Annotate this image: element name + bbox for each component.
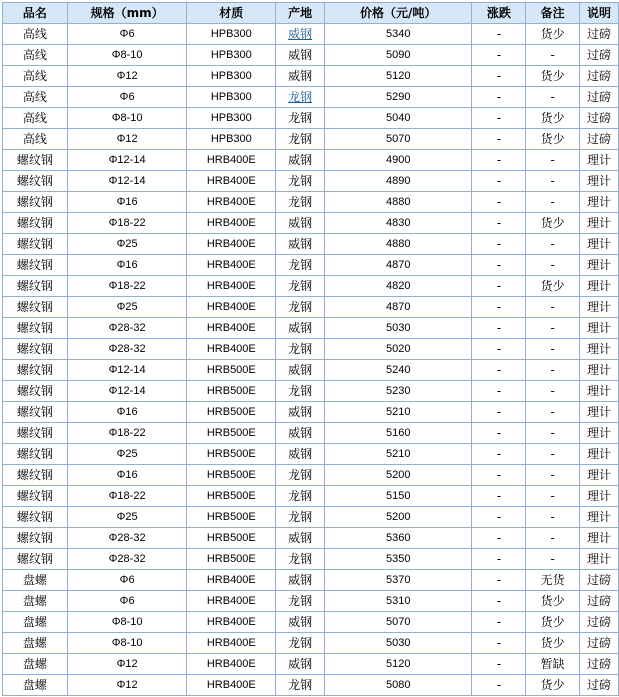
table-row xyxy=(3,66,618,86)
header-remark: 备注 xyxy=(526,3,579,23)
note-cell: 过磅 xyxy=(580,45,618,65)
price-cell: 4890 xyxy=(325,171,471,191)
header-origin: 产地 xyxy=(276,3,324,23)
change-cell: - xyxy=(472,444,525,464)
product-name-cell: 高线 xyxy=(3,45,67,65)
table-row xyxy=(3,549,618,569)
material-cell: HRB500E xyxy=(187,423,275,443)
product-name-cell: 螺纹钢 xyxy=(3,171,67,191)
product-name-cell: 螺纹钢 xyxy=(3,486,67,506)
remark-cell: 货少 xyxy=(526,276,579,296)
product-name-cell: 盘螺 xyxy=(3,570,67,590)
remark-cell: - xyxy=(526,444,579,464)
remark-cell: - xyxy=(526,87,579,107)
note-cell: 理计 xyxy=(580,276,618,296)
remark-cell: 货少 xyxy=(526,129,579,149)
origin-cell: 龙钢 xyxy=(276,465,324,485)
origin-cell: 威钢 xyxy=(276,612,324,632)
price-cell: 5210 xyxy=(325,402,471,422)
product-name-cell: 螺纹钢 xyxy=(3,528,67,548)
origin-cell: 龙钢 xyxy=(276,171,324,191)
product-name-cell: 螺纹钢 xyxy=(3,192,67,212)
note-cell: 过磅 xyxy=(580,633,618,653)
price-cell: 4900 xyxy=(325,150,471,170)
origin-cell: 威钢 xyxy=(276,444,324,464)
remark-cell: 货少 xyxy=(526,213,579,233)
note-cell: 过磅 xyxy=(580,87,618,107)
product-name-cell: 螺纹钢 xyxy=(3,297,67,317)
note-cell: 理计 xyxy=(580,402,618,422)
origin-cell: 威钢 xyxy=(276,318,324,338)
origin-cell: 龙钢 xyxy=(276,507,324,527)
spec-cell: Φ6 xyxy=(68,591,187,611)
note-cell: 过磅 xyxy=(580,675,618,695)
product-name-cell: 螺纹钢 xyxy=(3,549,67,569)
table-row xyxy=(3,486,618,506)
remark-cell: - xyxy=(526,297,579,317)
note-cell: 过磅 xyxy=(580,570,618,590)
spec-cell: Φ12 xyxy=(68,675,187,695)
product-name-cell: 高线 xyxy=(3,66,67,86)
change-cell: - xyxy=(472,192,525,212)
spec-cell: Φ18-22 xyxy=(68,276,187,296)
remark-cell: 货少 xyxy=(526,633,579,653)
change-cell: - xyxy=(472,612,525,632)
change-cell: - xyxy=(472,108,525,128)
origin-cell: 龙钢 xyxy=(276,108,324,128)
material-cell: HRB400E xyxy=(187,150,275,170)
spec-cell: Φ8-10 xyxy=(68,633,187,653)
change-cell: - xyxy=(472,87,525,107)
spec-cell: Φ6 xyxy=(68,87,187,107)
header-product-name: 品名 xyxy=(3,3,67,23)
price-cell: 5200 xyxy=(325,465,471,485)
origin-cell: 威钢 xyxy=(276,150,324,170)
material-cell: HRB400E xyxy=(187,234,275,254)
change-cell: - xyxy=(472,381,525,401)
origin-cell: 威钢 xyxy=(276,654,324,674)
table-row xyxy=(3,213,618,233)
origin-cell: 威钢 xyxy=(276,66,324,86)
remark-cell: - xyxy=(526,150,579,170)
change-cell: - xyxy=(472,45,525,65)
table-row xyxy=(3,234,618,254)
material-cell: HRB400E xyxy=(187,255,275,275)
material-cell: HPB300 xyxy=(187,66,275,86)
header-spec: 规格（mm） xyxy=(68,3,187,23)
table-row xyxy=(3,192,618,212)
price-cell: 4870 xyxy=(325,255,471,275)
note-cell: 理计 xyxy=(580,297,618,317)
origin-cell: 龙钢 xyxy=(276,633,324,653)
material-cell: HPB300 xyxy=(187,24,275,44)
change-cell: - xyxy=(472,339,525,359)
note-cell: 理计 xyxy=(580,549,618,569)
price-cell: 5070 xyxy=(325,129,471,149)
price-cell: 5230 xyxy=(325,381,471,401)
change-cell: - xyxy=(472,423,525,443)
spec-cell: Φ8-10 xyxy=(68,45,187,65)
product-name-cell: 螺纹钢 xyxy=(3,339,67,359)
product-name-cell: 高线 xyxy=(3,108,67,128)
table-row xyxy=(3,654,618,674)
price-cell: 5200 xyxy=(325,507,471,527)
note-cell: 理计 xyxy=(580,171,618,191)
header-price: 价格（元/吨） xyxy=(325,3,471,23)
change-cell: - xyxy=(472,24,525,44)
remark-cell: - xyxy=(526,507,579,527)
price-cell: 5080 xyxy=(325,675,471,695)
spec-cell: Φ28-32 xyxy=(68,549,187,569)
steel-price-table xyxy=(2,2,619,696)
material-cell: HRB400E xyxy=(187,591,275,611)
spec-cell: Φ12 xyxy=(68,129,187,149)
spec-cell: Φ28-32 xyxy=(68,339,187,359)
product-name-cell: 螺纹钢 xyxy=(3,465,67,485)
product-name-cell: 螺纹钢 xyxy=(3,255,67,275)
material-cell: HRB500E xyxy=(187,528,275,548)
origin-cell: 威钢 xyxy=(276,528,324,548)
remark-cell: - xyxy=(526,192,579,212)
change-cell: - xyxy=(472,66,525,86)
spec-cell: Φ12 xyxy=(68,654,187,674)
material-cell: HRB400E xyxy=(187,675,275,695)
table-row xyxy=(3,570,618,590)
table-row xyxy=(3,612,618,632)
spec-cell: Φ28-32 xyxy=(68,528,187,548)
header-note: 说明 xyxy=(580,3,618,23)
spec-cell: Φ12-14 xyxy=(68,360,187,380)
change-cell: - xyxy=(472,213,525,233)
origin-cell: 威钢 xyxy=(276,360,324,380)
material-cell: HRB400E xyxy=(187,633,275,653)
origin-cell: 龙钢 xyxy=(276,591,324,611)
material-cell: HRB400E xyxy=(187,318,275,338)
price-cell: 5040 xyxy=(325,108,471,128)
price-cell: 4830 xyxy=(325,213,471,233)
material-cell: HRB400E xyxy=(187,213,275,233)
origin-cell: 龙钢 xyxy=(276,276,324,296)
note-cell: 理计 xyxy=(580,213,618,233)
price-cell: 5360 xyxy=(325,528,471,548)
table-row xyxy=(3,633,618,653)
spec-cell: Φ6 xyxy=(68,24,187,44)
material-cell: HRB400E xyxy=(187,297,275,317)
change-cell: - xyxy=(472,465,525,485)
origin-cell: 龙钢 xyxy=(276,486,324,506)
table-row xyxy=(3,171,618,191)
note-cell: 理计 xyxy=(580,465,618,485)
table-row xyxy=(3,507,618,527)
remark-cell: - xyxy=(526,381,579,401)
material-cell: HPB300 xyxy=(187,129,275,149)
remark-cell: 货少 xyxy=(526,66,579,86)
price-cell: 4880 xyxy=(325,192,471,212)
note-cell: 理计 xyxy=(580,486,618,506)
origin-cell: 龙钢 xyxy=(276,381,324,401)
remark-cell: 货少 xyxy=(526,591,579,611)
price-cell: 5030 xyxy=(325,633,471,653)
material-cell: HRB500E xyxy=(187,549,275,569)
product-name-cell: 螺纹钢 xyxy=(3,381,67,401)
note-cell: 理计 xyxy=(580,444,618,464)
table-row xyxy=(3,297,618,317)
product-name-cell: 螺纹钢 xyxy=(3,360,67,380)
product-name-cell: 盘螺 xyxy=(3,654,67,674)
price-cell: 5310 xyxy=(325,591,471,611)
product-name-cell: 盘螺 xyxy=(3,675,67,695)
note-cell: 理计 xyxy=(580,423,618,443)
price-cell: 5020 xyxy=(325,339,471,359)
remark-cell: - xyxy=(526,318,579,338)
table-row xyxy=(3,108,618,128)
remark-cell: 货少 xyxy=(526,675,579,695)
remark-cell: 货少 xyxy=(526,108,579,128)
note-cell: 过磅 xyxy=(580,24,618,44)
table-row xyxy=(3,465,618,485)
change-cell: - xyxy=(472,129,525,149)
price-cell: 5090 xyxy=(325,45,471,65)
material-cell: HRB400E xyxy=(187,171,275,191)
table-row xyxy=(3,24,618,44)
remark-cell: 货少 xyxy=(526,612,579,632)
table-row xyxy=(3,402,618,422)
table-row xyxy=(3,255,618,275)
material-cell: HRB500E xyxy=(187,486,275,506)
price-cell: 4870 xyxy=(325,297,471,317)
product-name-cell: 螺纹钢 xyxy=(3,213,67,233)
spec-cell: Φ6 xyxy=(68,570,187,590)
change-cell: - xyxy=(472,633,525,653)
table-row xyxy=(3,444,618,464)
remark-cell: 无货 xyxy=(526,570,579,590)
product-name-cell: 盘螺 xyxy=(3,633,67,653)
change-cell: - xyxy=(472,234,525,254)
change-cell: - xyxy=(472,150,525,170)
table-row xyxy=(3,318,618,338)
spec-cell: Φ16 xyxy=(68,402,187,422)
spec-cell: Φ25 xyxy=(68,444,187,464)
table-row xyxy=(3,129,618,149)
spec-cell: Φ16 xyxy=(68,465,187,485)
product-name-cell: 盘螺 xyxy=(3,612,67,632)
change-cell: - xyxy=(472,675,525,695)
spec-cell: Φ18-22 xyxy=(68,213,187,233)
product-name-cell: 螺纹钢 xyxy=(3,402,67,422)
table-row xyxy=(3,360,618,380)
origin-cell: 龙钢 xyxy=(276,255,324,275)
product-name-cell: 高线 xyxy=(3,129,67,149)
remark-cell: - xyxy=(526,549,579,569)
change-cell: - xyxy=(472,297,525,317)
remark-cell: - xyxy=(526,528,579,548)
product-name-cell: 螺纹钢 xyxy=(3,507,67,527)
spec-cell: Φ18-22 xyxy=(68,486,187,506)
price-cell: 5290 xyxy=(325,87,471,107)
note-cell: 理计 xyxy=(580,381,618,401)
product-name-cell: 盘螺 xyxy=(3,591,67,611)
spec-cell: Φ16 xyxy=(68,255,187,275)
header-material: 材质 xyxy=(187,3,275,23)
product-name-cell: 螺纹钢 xyxy=(3,276,67,296)
remark-cell: - xyxy=(526,486,579,506)
note-cell: 过磅 xyxy=(580,108,618,128)
table-row xyxy=(3,339,618,359)
table-row xyxy=(3,528,618,548)
change-cell: - xyxy=(472,570,525,590)
material-cell: HRB400E xyxy=(187,570,275,590)
origin-cell: 龙钢 xyxy=(276,192,324,212)
spec-cell: Φ28-32 xyxy=(68,318,187,338)
material-cell: HRB500E xyxy=(187,402,275,422)
table-row xyxy=(3,423,618,443)
remark-cell: 货少 xyxy=(526,24,579,44)
note-cell: 理计 xyxy=(580,255,618,275)
remark-cell: - xyxy=(526,360,579,380)
material-cell: HPB300 xyxy=(187,45,275,65)
change-cell: - xyxy=(472,528,525,548)
table-row xyxy=(3,591,618,611)
note-cell: 过磅 xyxy=(580,591,618,611)
spec-cell: Φ12-14 xyxy=(68,381,187,401)
material-cell: HRB400E xyxy=(187,612,275,632)
spec-cell: Φ25 xyxy=(68,234,187,254)
spec-cell: Φ12 xyxy=(68,66,187,86)
origin-link[interactable]: 龙钢 xyxy=(276,87,324,107)
origin-cell: 龙钢 xyxy=(276,129,324,149)
header-row xyxy=(3,3,618,23)
spec-cell: Φ8-10 xyxy=(68,108,187,128)
spec-cell: Φ12-14 xyxy=(68,150,187,170)
origin-cell: 威钢 xyxy=(276,234,324,254)
product-name-cell: 螺纹钢 xyxy=(3,318,67,338)
note-cell: 过磅 xyxy=(580,66,618,86)
origin-cell: 威钢 xyxy=(276,423,324,443)
material-cell: HRB500E xyxy=(187,507,275,527)
price-cell: 5350 xyxy=(325,549,471,569)
price-cell: 4880 xyxy=(325,234,471,254)
price-cell: 5070 xyxy=(325,612,471,632)
product-name-cell: 螺纹钢 xyxy=(3,234,67,254)
note-cell: 过磅 xyxy=(580,612,618,632)
product-name-cell: 螺纹钢 xyxy=(3,150,67,170)
price-cell: 5160 xyxy=(325,423,471,443)
remark-cell: - xyxy=(526,45,579,65)
note-cell: 理计 xyxy=(580,360,618,380)
material-cell: HRB500E xyxy=(187,360,275,380)
material-cell: HRB400E xyxy=(187,654,275,674)
material-cell: HRB400E xyxy=(187,339,275,359)
origin-cell: 龙钢 xyxy=(276,549,324,569)
origin-cell: 威钢 xyxy=(276,45,324,65)
remark-cell: - xyxy=(526,171,579,191)
change-cell: - xyxy=(472,549,525,569)
header-change: 涨跌 xyxy=(472,3,525,23)
product-name-cell: 螺纹钢 xyxy=(3,423,67,443)
table-row xyxy=(3,45,618,65)
product-name-cell: 高线 xyxy=(3,24,67,44)
remark-cell: - xyxy=(526,255,579,275)
remark-cell: - xyxy=(526,339,579,359)
table-body xyxy=(3,24,618,695)
product-name-cell: 螺纹钢 xyxy=(3,444,67,464)
table-row xyxy=(3,87,618,107)
change-cell: - xyxy=(472,255,525,275)
table-row xyxy=(3,150,618,170)
change-cell: - xyxy=(472,654,525,674)
change-cell: - xyxy=(472,402,525,422)
origin-cell: 龙钢 xyxy=(276,297,324,317)
price-cell: 5370 xyxy=(325,570,471,590)
change-cell: - xyxy=(472,507,525,527)
note-cell: 过磅 xyxy=(580,129,618,149)
note-cell: 理计 xyxy=(580,339,618,359)
material-cell: HPB300 xyxy=(187,87,275,107)
note-cell: 理计 xyxy=(580,150,618,170)
remark-cell: - xyxy=(526,402,579,422)
spec-cell: Φ16 xyxy=(68,192,187,212)
change-cell: - xyxy=(472,276,525,296)
change-cell: - xyxy=(472,486,525,506)
material-cell: HRB500E xyxy=(187,465,275,485)
remark-cell: - xyxy=(526,234,579,254)
table-row xyxy=(3,675,618,695)
change-cell: - xyxy=(472,360,525,380)
product-name-cell: 高线 xyxy=(3,87,67,107)
origin-cell: 龙钢 xyxy=(276,675,324,695)
note-cell: 过磅 xyxy=(580,654,618,674)
material-cell: HRB400E xyxy=(187,276,275,296)
note-cell: 理计 xyxy=(580,318,618,338)
spec-cell: Φ8-10 xyxy=(68,612,187,632)
origin-cell: 威钢 xyxy=(276,570,324,590)
change-cell: - xyxy=(472,591,525,611)
note-cell: 理计 xyxy=(580,528,618,548)
spec-cell: Φ18-22 xyxy=(68,423,187,443)
price-cell: 5240 xyxy=(325,360,471,380)
price-cell: 5120 xyxy=(325,654,471,674)
origin-cell: 威钢 xyxy=(276,402,324,422)
remark-cell: 暂缺 xyxy=(526,654,579,674)
origin-cell: 龙钢 xyxy=(276,339,324,359)
note-cell: 理计 xyxy=(580,192,618,212)
material-cell: HRB500E xyxy=(187,444,275,464)
origin-cell: 威钢 xyxy=(276,213,324,233)
price-cell: 5340 xyxy=(325,24,471,44)
material-cell: HPB300 xyxy=(187,108,275,128)
table-row xyxy=(3,276,618,296)
material-cell: HRB400E xyxy=(187,192,275,212)
remark-cell: - xyxy=(526,465,579,485)
spec-cell: Φ12-14 xyxy=(68,171,187,191)
remark-cell: - xyxy=(526,423,579,443)
origin-link[interactable]: 威钢 xyxy=(276,24,324,44)
spec-cell: Φ25 xyxy=(68,297,187,317)
note-cell: 理计 xyxy=(580,507,618,527)
price-cell: 4820 xyxy=(325,276,471,296)
change-cell: - xyxy=(472,171,525,191)
material-cell: HRB500E xyxy=(187,381,275,401)
price-cell: 5210 xyxy=(325,444,471,464)
price-cell: 5030 xyxy=(325,318,471,338)
spec-cell: Φ25 xyxy=(68,507,187,527)
table-row xyxy=(3,381,618,401)
price-cell: 5120 xyxy=(325,66,471,86)
change-cell: - xyxy=(472,318,525,338)
note-cell: 理计 xyxy=(580,234,618,254)
price-cell: 5150 xyxy=(325,486,471,506)
